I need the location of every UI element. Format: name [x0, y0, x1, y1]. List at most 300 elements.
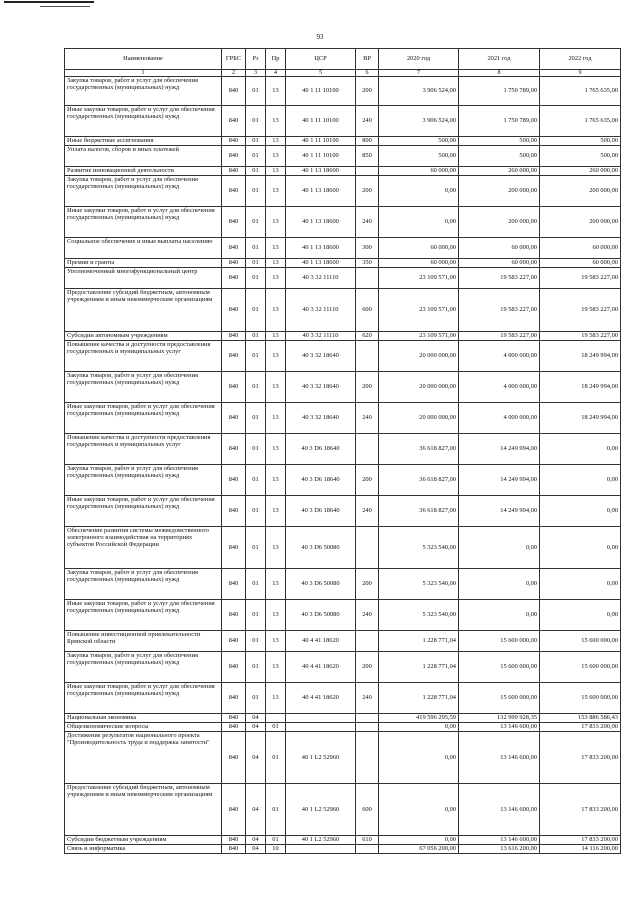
- row-amount-2021: 500,00: [459, 146, 540, 167]
- row-amount-2022: 17 833 200,00: [540, 732, 621, 784]
- row-name: Повышение инвестиционной привлекательности Брянской области: [65, 631, 222, 652]
- row-csr: 40 1 L2 52960: [286, 784, 356, 836]
- table-row: [65, 714, 621, 723]
- row-amount-2020: 0,00: [379, 176, 459, 207]
- row-name: Предоставление субсидий бюджетным, автономным учреждениям и иным некоммерческим организациям: [65, 289, 222, 332]
- row-vr: 610: [356, 836, 379, 845]
- row-amount-2020: 5 323 540,00: [379, 569, 459, 600]
- row-rz: 01: [246, 289, 266, 332]
- row-vr: 240: [356, 496, 379, 527]
- header-row: [65, 49, 621, 70]
- row-name: Субсидии бюджетным учреждениям: [65, 836, 222, 845]
- row-vr: 200: [356, 569, 379, 600]
- row-grbs: 840: [222, 259, 246, 268]
- row-grbs: 840: [222, 207, 246, 238]
- row-amount-2021: 19 583 227,00: [459, 332, 540, 341]
- row-amount-2022: 19 583 227,00: [540, 289, 621, 332]
- row-name: Иные закупки товаров, работ и услуг для обеспечения государственных (муниципальных) нужд: [65, 683, 222, 714]
- scan-mark-top-short: [40, 6, 90, 7]
- row-csr: 40 3 32 18640: [286, 372, 356, 403]
- row-amount-2022: 60 000,00: [540, 259, 621, 268]
- row-pr: 13: [266, 332, 286, 341]
- row-rz: 01: [246, 77, 266, 106]
- row-csr: 40 1 L2 52960: [286, 732, 356, 784]
- row-vr: 200: [356, 465, 379, 496]
- row-grbs: 840: [222, 332, 246, 341]
- row-amount-2022: 60 000,00: [540, 238, 621, 259]
- row-amount-2022: 1 765 635,00: [540, 77, 621, 106]
- table-row: [65, 332, 621, 341]
- row-amount-2021: 15 600 000,00: [459, 683, 540, 714]
- row-rz: 01: [246, 106, 266, 137]
- row-name: Иные закупки товаров, работ и услуг для обеспечения государственных (муниципальных) нужд: [65, 403, 222, 434]
- table-row: [65, 496, 621, 527]
- row-grbs: 840: [222, 631, 246, 652]
- row-pr: 13: [266, 268, 286, 289]
- table-row: [65, 259, 621, 268]
- row-name: Уполномоченный многофункциональный центр: [65, 268, 222, 289]
- row-rz: 04: [246, 836, 266, 845]
- colnum: 4: [266, 70, 286, 77]
- row-vr: 200: [356, 77, 379, 106]
- row-rz: 01: [246, 137, 266, 146]
- colnum: 2: [222, 70, 246, 77]
- row-rz: 01: [246, 332, 266, 341]
- row-pr: 01: [266, 723, 286, 732]
- row-pr: 13: [266, 600, 286, 631]
- table-row: [65, 652, 621, 683]
- row-amount-2021: 14 249 994,00: [459, 434, 540, 465]
- row-vr: 850: [356, 146, 379, 167]
- row-csr: [286, 714, 356, 723]
- row-vr: [356, 268, 379, 289]
- row-amount-2021: 260 000,00: [459, 167, 540, 176]
- budget-table-body: [65, 77, 621, 854]
- row-rz: 01: [246, 268, 266, 289]
- row-pr: 13: [266, 465, 286, 496]
- row-amount-2022: 15 600 000,00: [540, 683, 621, 714]
- row-csr: 40 3 D6 50080: [286, 600, 356, 631]
- row-amount-2020: 500,00: [379, 137, 459, 146]
- row-name: Иные закупки товаров, работ и услуг для обеспечения государственных (муниципальных) нужд: [65, 600, 222, 631]
- colnum: 1: [65, 70, 222, 77]
- table-row: [65, 683, 621, 714]
- row-rz: 04: [246, 845, 266, 854]
- row-amount-2021: 4 000 000,00: [459, 403, 540, 434]
- row-rz: 01: [246, 167, 266, 176]
- row-csr: 40 3 32 11110: [286, 268, 356, 289]
- row-csr: 40 1 13 18600: [286, 167, 356, 176]
- row-amount-2020: 67 056 200,00: [379, 845, 459, 854]
- row-amount-2022: 500,00: [540, 137, 621, 146]
- row-name: Иные закупки товаров, работ и услуг для обеспечения государственных (муниципальных) нужд: [65, 496, 222, 527]
- row-csr: 40 3 D6 18640: [286, 465, 356, 496]
- table-row: [65, 465, 621, 496]
- row-amount-2022: 18 249 994,00: [540, 372, 621, 403]
- row-name: Развитие инновационной деятельности: [65, 167, 222, 176]
- row-pr: 13: [266, 146, 286, 167]
- table-row: [65, 207, 621, 238]
- row-vr: 800: [356, 137, 379, 146]
- table-row: [65, 784, 621, 836]
- row-csr: 40 1 13 18600: [286, 259, 356, 268]
- row-csr: [286, 845, 356, 854]
- row-vr: 240: [356, 106, 379, 137]
- row-grbs: 840: [222, 652, 246, 683]
- row-pr: 13: [266, 341, 286, 372]
- row-amount-2021: 4 000 000,00: [459, 372, 540, 403]
- row-amount-2021: 1 750 789,00: [459, 106, 540, 137]
- row-amount-2022: 18 249 994,00: [540, 403, 621, 434]
- row-rz: 01: [246, 600, 266, 631]
- row-grbs: 840: [222, 268, 246, 289]
- row-pr: 13: [266, 259, 286, 268]
- row-rz: 04: [246, 732, 266, 784]
- row-rz: 01: [246, 259, 266, 268]
- row-rz: 01: [246, 683, 266, 714]
- row-amount-2021: 0,00: [459, 527, 540, 569]
- row-rz: 01: [246, 176, 266, 207]
- row-name: Субсидии автономным учреждениям: [65, 332, 222, 341]
- row-csr: 40 1 13 18600: [286, 176, 356, 207]
- row-pr: 13: [266, 167, 286, 176]
- row-name: Достижение результатов национального проекта "Производительность труда и поддержка занятости": [65, 732, 222, 784]
- row-name: Закупка товаров, работ и услуг для обеспечения государственных (муниципальных) нужд: [65, 176, 222, 207]
- header-name: Наименование: [65, 49, 222, 70]
- row-vr: 200: [356, 176, 379, 207]
- header-vr: ВР: [356, 49, 379, 70]
- scan-mark-top: [4, 1, 94, 3]
- row-vr: 240: [356, 600, 379, 631]
- row-grbs: 840: [222, 289, 246, 332]
- row-pr: 13: [266, 434, 286, 465]
- row-pr: 13: [266, 527, 286, 569]
- row-grbs: 840: [222, 176, 246, 207]
- colnum: 9: [540, 70, 621, 77]
- row-amount-2022: 15 600 000,00: [540, 631, 621, 652]
- colnum: 6: [356, 70, 379, 77]
- row-amount-2020: 500,00: [379, 146, 459, 167]
- table-row: [65, 341, 621, 372]
- row-vr: 300: [356, 238, 379, 259]
- row-rz: 01: [246, 146, 266, 167]
- row-amount-2020: 419 596 295,59: [379, 714, 459, 723]
- table-row: [65, 77, 621, 106]
- table-row: [65, 146, 621, 167]
- row-grbs: 840: [222, 569, 246, 600]
- row-pr: 01: [266, 784, 286, 836]
- header-grbs: ГРБС: [222, 49, 246, 70]
- header-2020: 2020 год: [379, 49, 459, 70]
- row-amount-2020: 0,00: [379, 732, 459, 784]
- row-amount-2022: 17 833 200,00: [540, 723, 621, 732]
- row-grbs: 840: [222, 784, 246, 836]
- row-pr: 13: [266, 631, 286, 652]
- row-grbs: 840: [222, 403, 246, 434]
- table-row: [65, 137, 621, 146]
- table-row: [65, 106, 621, 137]
- row-amount-2022: 200 000,00: [540, 176, 621, 207]
- row-vr: [356, 845, 379, 854]
- row-amount-2022: 500,00: [540, 146, 621, 167]
- row-amount-2021: 13 616 200,00: [459, 845, 540, 854]
- row-grbs: 840: [222, 106, 246, 137]
- row-csr: 40 3 32 18640: [286, 341, 356, 372]
- row-name: Обеспечение развития системы межведомственного электронного взаимодействия на территориях субъектов Российской Федерации: [65, 527, 222, 569]
- row-grbs: 840: [222, 845, 246, 854]
- row-amount-2021: 19 583 227,00: [459, 289, 540, 332]
- row-vr: 600: [356, 289, 379, 332]
- header-pr: Пр: [266, 49, 286, 70]
- row-grbs: 840: [222, 434, 246, 465]
- row-pr: 13: [266, 137, 286, 146]
- row-amount-2020: 23 109 571,00: [379, 332, 459, 341]
- row-name: Связь и информатика: [65, 845, 222, 854]
- row-amount-2021: 13 146 600,00: [459, 723, 540, 732]
- row-amount-2022: 200 000,00: [540, 207, 621, 238]
- row-rz: 01: [246, 341, 266, 372]
- row-amount-2022: 17 833 200,00: [540, 784, 621, 836]
- row-amount-2020: 1 228 771,04: [379, 683, 459, 714]
- row-grbs: 840: [222, 341, 246, 372]
- row-rz: 04: [246, 784, 266, 836]
- row-name: Предоставление субсидий бюджетным, автономным учреждениям и иным некоммерческим организациям: [65, 784, 222, 836]
- row-amount-2020: 3 906 524,00: [379, 77, 459, 106]
- row-amount-2021: 4 000 000,00: [459, 341, 540, 372]
- row-amount-2021: 14 249 994,00: [459, 465, 540, 496]
- table-row: [65, 845, 621, 854]
- row-grbs: 840: [222, 714, 246, 723]
- row-amount-2020: 60 000,00: [379, 167, 459, 176]
- row-csr: 40 3 D6 18640: [286, 496, 356, 527]
- table-row: [65, 723, 621, 732]
- row-name: Повышение качества и доступности предоставления государственных и муниципальных услуг: [65, 434, 222, 465]
- row-grbs: 840: [222, 465, 246, 496]
- row-grbs: 840: [222, 527, 246, 569]
- row-name: Премии и гранты: [65, 259, 222, 268]
- row-amount-2022: 0,00: [540, 527, 621, 569]
- colnum: 8: [459, 70, 540, 77]
- row-vr: 600: [356, 784, 379, 836]
- column-number-row: [65, 70, 621, 77]
- row-pr: 13: [266, 372, 286, 403]
- row-vr: 620: [356, 332, 379, 341]
- row-grbs: 840: [222, 683, 246, 714]
- row-amount-2021: 0,00: [459, 569, 540, 600]
- row-csr: 40 1 13 18600: [286, 238, 356, 259]
- row-name: Закупка товаров, работ и услуг для обеспечения государственных (муниципальных) нужд: [65, 77, 222, 106]
- page-number: 93: [316, 33, 324, 41]
- table-row: [65, 403, 621, 434]
- row-pr: 01: [266, 732, 286, 784]
- row-amount-2020: 20 000 000,00: [379, 341, 459, 372]
- row-pr: 10: [266, 845, 286, 854]
- row-grbs: 840: [222, 723, 246, 732]
- row-csr: [286, 723, 356, 732]
- row-name: Иные закупки товаров, работ и услуг для обеспечения государственных (муниципальных) нужд: [65, 207, 222, 238]
- row-rz: 04: [246, 714, 266, 723]
- row-csr: 40 3 32 18640: [286, 403, 356, 434]
- row-grbs: 840: [222, 238, 246, 259]
- row-pr: 13: [266, 496, 286, 527]
- row-grbs: 840: [222, 600, 246, 631]
- row-amount-2021: 200 000,00: [459, 176, 540, 207]
- row-csr: 40 4 41 18620: [286, 683, 356, 714]
- row-rz: 01: [246, 569, 266, 600]
- colnum: 3: [246, 70, 266, 77]
- row-amount-2022: 0,00: [540, 434, 621, 465]
- row-name: Общеэкономические вопросы: [65, 723, 222, 732]
- row-vr: 240: [356, 207, 379, 238]
- row-amount-2021: 500,00: [459, 137, 540, 146]
- row-name: Уплата налогов, сборов и иных платежей: [65, 146, 222, 167]
- row-amount-2020: 0,00: [379, 784, 459, 836]
- row-amount-2020: 20 000 000,00: [379, 372, 459, 403]
- table-row: [65, 238, 621, 259]
- row-vr: 200: [356, 652, 379, 683]
- row-rz: 01: [246, 403, 266, 434]
- row-amount-2020: 36 618 827,00: [379, 465, 459, 496]
- row-vr: [356, 527, 379, 569]
- header-2021: 2021 год: [459, 49, 540, 70]
- row-pr: 13: [266, 106, 286, 137]
- row-amount-2021: 14 249 994,00: [459, 496, 540, 527]
- row-amount-2020: 36 618 827,00: [379, 496, 459, 527]
- table-row: [65, 434, 621, 465]
- row-amount-2022: 17 833 200,00: [540, 836, 621, 845]
- row-amount-2020: 23 109 571,00: [379, 268, 459, 289]
- row-csr: 40 3 D6 50080: [286, 527, 356, 569]
- row-amount-2020: 0,00: [379, 207, 459, 238]
- row-name: Закупка товаров, работ и услуг для обеспечения государственных (муниципальных) нужд: [65, 372, 222, 403]
- row-pr: 13: [266, 683, 286, 714]
- row-rz: 01: [246, 652, 266, 683]
- row-amount-2022: 0,00: [540, 600, 621, 631]
- row-vr: [356, 167, 379, 176]
- row-csr: 40 3 32 11110: [286, 332, 356, 341]
- row-csr: 40 4 41 18620: [286, 631, 356, 652]
- row-grbs: 840: [222, 732, 246, 784]
- row-amount-2020: 60 000,00: [379, 238, 459, 259]
- row-amount-2021: 13 146 600,00: [459, 836, 540, 845]
- row-amount-2020: 1 228 771,04: [379, 631, 459, 652]
- row-rz: 01: [246, 496, 266, 527]
- row-grbs: 840: [222, 496, 246, 527]
- row-csr: 40 3 D6 18640: [286, 434, 356, 465]
- row-rz: 01: [246, 465, 266, 496]
- row-amount-2020: 5 323 540,00: [379, 600, 459, 631]
- row-grbs: 840: [222, 167, 246, 176]
- row-csr: 40 1 11 10100: [286, 137, 356, 146]
- colnum: 5: [286, 70, 356, 77]
- row-pr: 13: [266, 403, 286, 434]
- row-csr: 40 4 41 18620: [286, 652, 356, 683]
- table-row: [65, 732, 621, 784]
- row-amount-2021: 132 999 928,35: [459, 714, 540, 723]
- row-rz: 01: [246, 207, 266, 238]
- table-row: [65, 289, 621, 332]
- table-row: [65, 167, 621, 176]
- row-csr: 40 1 L2 52960: [286, 836, 356, 845]
- table-row: [65, 600, 621, 631]
- budget-table: [64, 48, 621, 854]
- row-amount-2021: 1 750 789,00: [459, 77, 540, 106]
- table-row: [65, 372, 621, 403]
- row-grbs: 840: [222, 372, 246, 403]
- colnum: 7: [379, 70, 459, 77]
- table-row: [65, 527, 621, 569]
- row-pr: 13: [266, 289, 286, 332]
- row-amount-2021: 13 146 600,00: [459, 732, 540, 784]
- row-vr: [356, 341, 379, 372]
- row-amount-2021: 15 600 000,00: [459, 631, 540, 652]
- row-amount-2022: 18 249 994,00: [540, 341, 621, 372]
- row-name: Иные закупки товаров, работ и услуг для обеспечения государственных (муниципальных) нужд: [65, 106, 222, 137]
- row-vr: 200: [356, 372, 379, 403]
- row-grbs: 840: [222, 137, 246, 146]
- row-amount-2020: 0,00: [379, 836, 459, 845]
- row-vr: [356, 631, 379, 652]
- header-csr: ЦСР: [286, 49, 356, 70]
- row-csr: 40 1 11 10100: [286, 146, 356, 167]
- row-grbs: 840: [222, 77, 246, 106]
- header-rz: Рз: [246, 49, 266, 70]
- row-amount-2022: 0,00: [540, 496, 621, 527]
- row-name: Иные бюджетные ассигнования: [65, 137, 222, 146]
- row-amount-2020: 1 228 771,04: [379, 652, 459, 683]
- row-amount-2022: 1 765 635,00: [540, 106, 621, 137]
- row-name: Закупка товаров, работ и услуг для обеспечения государственных (муниципальных) нужд: [65, 465, 222, 496]
- row-amount-2021: 60 000,00: [459, 259, 540, 268]
- row-name: Национальная экономика: [65, 714, 222, 723]
- row-vr: [356, 723, 379, 732]
- table-row: [65, 268, 621, 289]
- row-vr: [356, 714, 379, 723]
- row-pr: 13: [266, 238, 286, 259]
- row-rz: 01: [246, 527, 266, 569]
- row-rz: 01: [246, 631, 266, 652]
- row-csr: 40 1 11 10100: [286, 106, 356, 137]
- header-2022: 2022 год: [540, 49, 621, 70]
- row-csr: 40 1 13 18600: [286, 207, 356, 238]
- row-vr: [356, 732, 379, 784]
- row-amount-2022: 153 886 586,43: [540, 714, 621, 723]
- row-amount-2020: 5 323 540,00: [379, 527, 459, 569]
- row-rz: 01: [246, 434, 266, 465]
- table-row: [65, 569, 621, 600]
- table-row: [65, 836, 621, 845]
- row-vr: 240: [356, 683, 379, 714]
- row-pr: 13: [266, 652, 286, 683]
- row-pr: 13: [266, 176, 286, 207]
- row-csr: 40 3 D6 50080: [286, 569, 356, 600]
- row-amount-2022: 0,00: [540, 569, 621, 600]
- row-amount-2022: 19 583 227,00: [540, 332, 621, 341]
- row-amount-2022: 14 116 200,00: [540, 845, 621, 854]
- row-amount-2021: 15 600 000,00: [459, 652, 540, 683]
- row-amount-2020: 20 000 000,00: [379, 403, 459, 434]
- row-amount-2022: 15 600 000,00: [540, 652, 621, 683]
- row-pr: 01: [266, 836, 286, 845]
- row-name: Социальное обеспечение и иные выплаты населению: [65, 238, 222, 259]
- row-pr: 13: [266, 569, 286, 600]
- row-csr: 40 1 11 10100: [286, 77, 356, 106]
- row-name: Повышение качества и доступности предоставления государственных и муниципальных услуг: [65, 341, 222, 372]
- row-amount-2021: 200 000,00: [459, 207, 540, 238]
- row-amount-2022: 260 000,00: [540, 167, 621, 176]
- row-name: Закупка товаров, работ и услуг для обеспечения государственных (муниципальных) нужд: [65, 652, 222, 683]
- row-amount-2021: 60 000,00: [459, 238, 540, 259]
